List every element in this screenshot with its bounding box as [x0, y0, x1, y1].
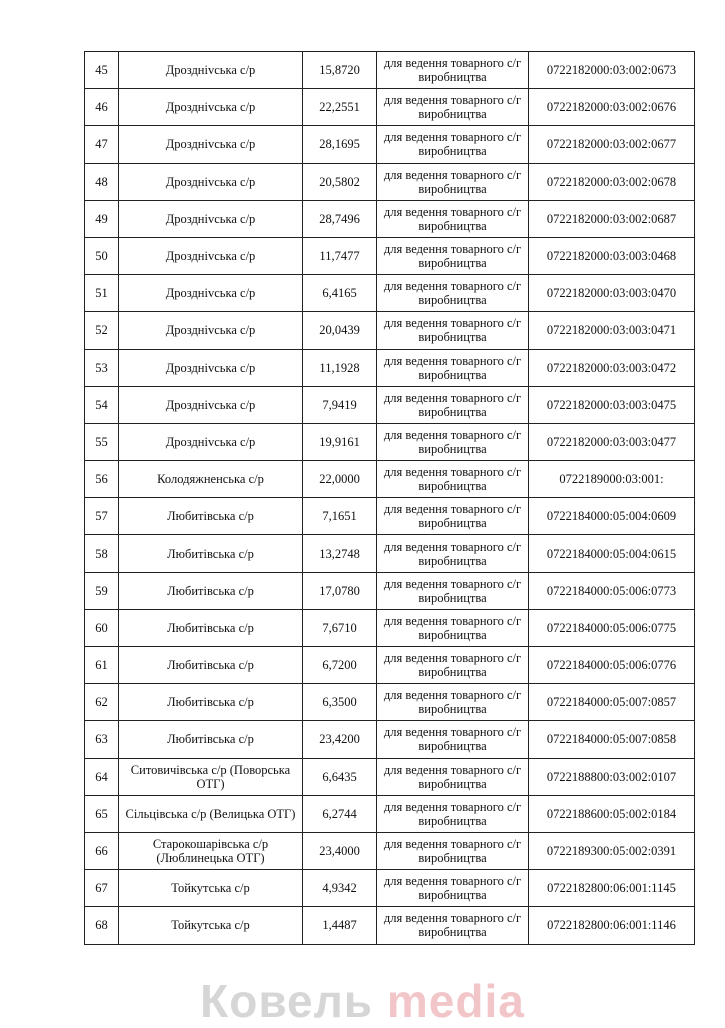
cell-council: Любитівська с/р	[119, 535, 303, 572]
cell-area: 7,6710	[303, 609, 377, 646]
cell-council: Дроздніvська с/р	[119, 423, 303, 460]
cell-num: 65	[85, 795, 119, 832]
table-row	[85, 163, 695, 200]
cell-council: Дроздніvська с/р	[119, 275, 303, 312]
cell-num: 45	[85, 52, 119, 89]
cell-council: Дроздніvська с/р	[119, 126, 303, 163]
cell-cadastre: 0722188600:05:002:0184	[529, 795, 695, 832]
cell-council: Дроздніvська с/р	[119, 349, 303, 386]
cell-cadastre: 0722184000:05:004:0609	[529, 498, 695, 535]
table-row	[85, 870, 695, 907]
table-row	[85, 386, 695, 423]
cell-area: 6,6435	[303, 758, 377, 795]
cell-area: 23,4200	[303, 721, 377, 758]
cell-purpose: для ведення товарного с/г виробництва	[377, 163, 529, 200]
cell-num: 47	[85, 126, 119, 163]
cell-cadastre: 0722184000:05:006:0773	[529, 572, 695, 609]
cell-num: 52	[85, 312, 119, 349]
cell-area: 20,5802	[303, 163, 377, 200]
cell-area: 28,7496	[303, 200, 377, 237]
cell-cadastre: 0722184000:05:004:0615	[529, 535, 695, 572]
cell-purpose: для ведення товарного с/г виробництва	[377, 870, 529, 907]
cell-council: Дроздніvська с/р	[119, 386, 303, 423]
cell-council: Дроздніvська с/р	[119, 89, 303, 126]
cell-cadastre: 0722182000:03:002:0676	[529, 89, 695, 126]
cell-cadastre: 0722182000:03:003:0471	[529, 312, 695, 349]
cell-cadastre: 0722182800:06:001:1145	[529, 870, 695, 907]
table-row	[85, 832, 695, 869]
cell-num: 63	[85, 721, 119, 758]
land-plots-sheet	[84, 51, 695, 945]
cell-council: Тойкутська с/р	[119, 907, 303, 944]
cell-cadastre: 0722182000:03:002:0677	[529, 126, 695, 163]
cell-council: Дроздніvська с/р	[119, 200, 303, 237]
cell-purpose: для ведення товарного с/г виробництва	[377, 832, 529, 869]
cell-council: Дроздніvська с/р	[119, 312, 303, 349]
cell-area: 23,4000	[303, 832, 377, 869]
cell-area: 20,0439	[303, 312, 377, 349]
table-row	[85, 461, 695, 498]
cell-council: Тойкутська с/р	[119, 870, 303, 907]
cell-purpose: для ведення товарного с/г виробництва	[377, 275, 529, 312]
cell-cadastre: 0722182000:03:003:0475	[529, 386, 695, 423]
cell-area: 22,2551	[303, 89, 377, 126]
table-row	[85, 647, 695, 684]
cell-area: 4,9342	[303, 870, 377, 907]
cell-num: 55	[85, 423, 119, 460]
cell-num: 49	[85, 200, 119, 237]
cell-council: Дроздніvська с/р	[119, 52, 303, 89]
cell-purpose: для ведення товарного с/г виробництва	[377, 386, 529, 423]
table-row	[85, 200, 695, 237]
table-row	[85, 89, 695, 126]
cell-purpose: для ведення товарного с/г виробництва	[377, 535, 529, 572]
cell-council: Любитівська с/р	[119, 721, 303, 758]
cell-purpose: для ведення товарного с/г виробництва	[377, 126, 529, 163]
cell-num: 61	[85, 647, 119, 684]
cell-purpose: для ведення товарного с/г виробництва	[377, 498, 529, 535]
cell-council: Сільцівська с/р (Велицька ОТГ)	[119, 795, 303, 832]
cell-purpose: для ведення товарного с/г виробництва	[377, 200, 529, 237]
cell-purpose: для ведення товарного с/г виробництва	[377, 907, 529, 944]
cell-cadastre: 0722182000:03:002:0673	[529, 52, 695, 89]
cell-area: 22,0000	[303, 461, 377, 498]
cell-area: 17,0780	[303, 572, 377, 609]
land-plots-table-body	[85, 52, 695, 945]
cell-purpose: для ведення товарного с/г виробництва	[377, 237, 529, 274]
table-row	[85, 795, 695, 832]
cell-area: 7,9419	[303, 386, 377, 423]
cell-num: 58	[85, 535, 119, 572]
cell-num: 56	[85, 461, 119, 498]
cell-purpose: для ведення товарного с/г виробництва	[377, 52, 529, 89]
cell-council: Колодяжненська с/р	[119, 461, 303, 498]
table-row	[85, 423, 695, 460]
cell-num: 62	[85, 684, 119, 721]
table-row	[85, 758, 695, 795]
cell-num: 53	[85, 349, 119, 386]
cell-area: 6,4165	[303, 275, 377, 312]
cell-purpose: для ведення товарного с/г виробництва	[377, 721, 529, 758]
cell-cadastre: 0722182000:03:003:0470	[529, 275, 695, 312]
cell-council: Любитівська с/р	[119, 498, 303, 535]
cell-num: 57	[85, 498, 119, 535]
table-row	[85, 721, 695, 758]
cell-num: 50	[85, 237, 119, 274]
cell-council: Любитівська с/р	[119, 609, 303, 646]
watermark-logo	[0, 974, 725, 1028]
cell-num: 67	[85, 870, 119, 907]
cell-cadastre: 0722184000:05:007:0858	[529, 721, 695, 758]
cell-cadastre: 0722184000:05:006:0776	[529, 647, 695, 684]
cell-num: 54	[85, 386, 119, 423]
cell-area: 19,9161	[303, 423, 377, 460]
cell-purpose: для ведення товарного с/г виробництва	[377, 423, 529, 460]
cell-cadastre: 0722182000:03:003:0477	[529, 423, 695, 460]
cell-council: Любитівська с/р	[119, 647, 303, 684]
cell-council: Ситовичівська с/р (Поворська ОТГ)	[119, 758, 303, 795]
watermark-word-kovel: Ковель	[200, 975, 374, 1027]
table-row	[85, 275, 695, 312]
cell-num: 48	[85, 163, 119, 200]
cell-cadastre: 0722189300:05:002:0391	[529, 832, 695, 869]
cell-purpose: для ведення товарного с/г виробництва	[377, 572, 529, 609]
cell-purpose: для ведення товарного с/г виробництва	[377, 461, 529, 498]
cell-purpose: для ведення товарного с/г виробництва	[377, 758, 529, 795]
cell-area: 6,2744	[303, 795, 377, 832]
table-row	[85, 349, 695, 386]
cell-area: 6,3500	[303, 684, 377, 721]
cell-purpose: для ведення товарного с/г виробництва	[377, 89, 529, 126]
table-row	[85, 126, 695, 163]
cell-cadastre: 0722182000:03:003:0468	[529, 237, 695, 274]
land-plots-table	[84, 51, 695, 945]
cell-council: Любитівська с/р	[119, 684, 303, 721]
cell-area: 11,1928	[303, 349, 377, 386]
cell-num: 51	[85, 275, 119, 312]
cell-council: Любитівська с/р	[119, 572, 303, 609]
cell-cadastre: 0722182000:03:003:0472	[529, 349, 695, 386]
table-row	[85, 535, 695, 572]
table-row	[85, 684, 695, 721]
table-row	[85, 312, 695, 349]
cell-num: 66	[85, 832, 119, 869]
table-row	[85, 907, 695, 944]
cell-purpose: для ведення товарного с/г виробництва	[377, 312, 529, 349]
cell-cadastre: 0722184000:05:007:0857	[529, 684, 695, 721]
cell-council: Старокошарівська с/р (Люблинецька ОТГ)	[119, 832, 303, 869]
cell-num: 59	[85, 572, 119, 609]
cell-cadastre: 0722184000:05:006:0775	[529, 609, 695, 646]
table-row	[85, 572, 695, 609]
cell-area: 1,4487	[303, 907, 377, 944]
cell-area: 15,8720	[303, 52, 377, 89]
cell-cadastre: 0722182000:03:002:0678	[529, 163, 695, 200]
cell-cadastre: 0722188800:03:002:0107	[529, 758, 695, 795]
cell-area: 7,1651	[303, 498, 377, 535]
cell-area: 6,7200	[303, 647, 377, 684]
table-row	[85, 52, 695, 89]
cell-num: 64	[85, 758, 119, 795]
cell-purpose: для ведення товарного с/г виробництва	[377, 349, 529, 386]
table-row	[85, 498, 695, 535]
cell-num: 68	[85, 907, 119, 944]
cell-purpose: для ведення товарного с/г виробництва	[377, 609, 529, 646]
cell-cadastre: 0722182000:03:002:0687	[529, 200, 695, 237]
cell-num: 46	[85, 89, 119, 126]
cell-num: 60	[85, 609, 119, 646]
cell-council: Дроздніvська с/р	[119, 237, 303, 274]
cell-area: 13,2748	[303, 535, 377, 572]
cell-council: Дроздніvська с/р	[119, 163, 303, 200]
cell-cadastre: 0722189000:03:001:	[529, 461, 695, 498]
table-row	[85, 609, 695, 646]
cell-purpose: для ведення товарного с/г виробництва	[377, 684, 529, 721]
cell-area: 11,7477	[303, 237, 377, 274]
watermark-word-media: media	[386, 975, 525, 1027]
table-row	[85, 237, 695, 274]
cell-area: 28,1695	[303, 126, 377, 163]
cell-purpose: для ведення товарного с/г виробництва	[377, 795, 529, 832]
cell-purpose: для ведення товарного с/г виробництва	[377, 647, 529, 684]
cell-cadastre: 0722182800:06:001:1146	[529, 907, 695, 944]
